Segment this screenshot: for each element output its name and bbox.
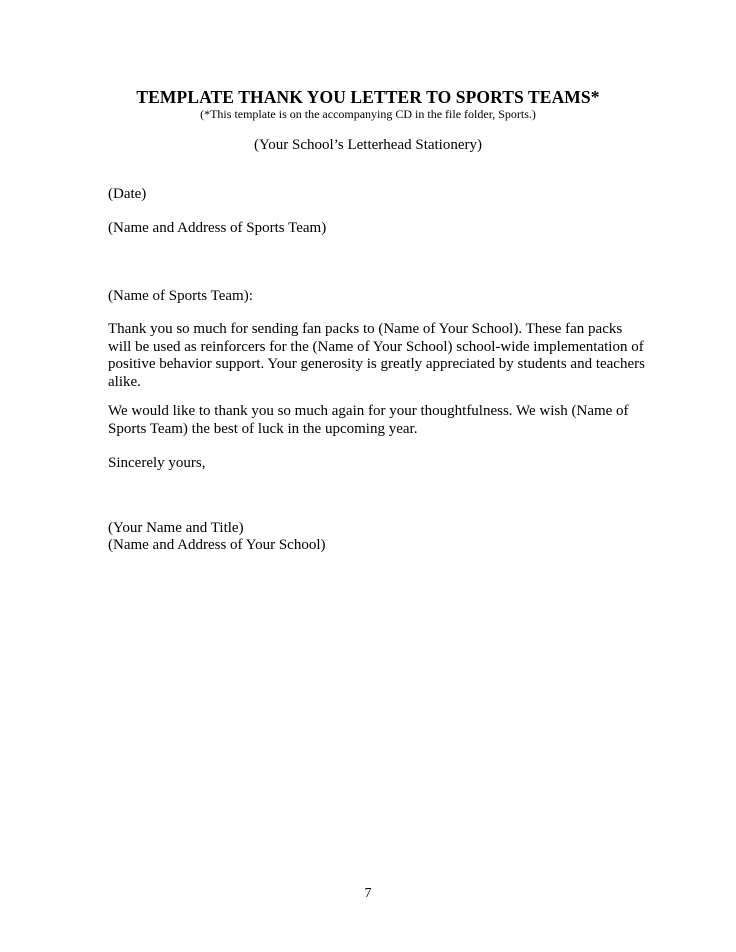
date-placeholder: (Date)	[108, 186, 147, 202]
signer-name-placeholder: (Your Name and Title)	[108, 520, 244, 536]
letterhead-placeholder: (Your School’s Letterhead Stationery)	[253, 137, 483, 153]
paragraph-line: Thank you so much for sending fan packs to (Name of Your School). These fan packs	[108, 321, 623, 337]
salutation: (Name of Sports Team):	[108, 288, 253, 304]
paragraph-line: Sports Team) the best of luck in the upcoming year.	[108, 420, 418, 437]
recipient-address-placeholder: (Name and Address of Sports Team)	[108, 220, 327, 236]
closing: Sincerely yours,	[108, 455, 206, 471]
signer-address-placeholder: (Name and Address of Your School)	[108, 537, 326, 553]
paragraph-line: alike.	[108, 373, 141, 390]
page-number: 7	[364, 886, 372, 901]
paragraph-line: We would like to thank you so much again for your thoughtfulness. We wish (Name of	[108, 403, 629, 419]
body-paragraph-2	[108, 403, 648, 438]
body-paragraph-1	[108, 321, 648, 391]
document-subtitle: (*This template is on the accompanying CD in the file folder, Sports.)	[200, 107, 536, 121]
paragraph-line: will be used as reinforcers for the (Name of Your School) school-wide implementation of	[108, 338, 644, 355]
document-title: TEMPLATE THANK YOU LETTER TO SPORTS TEAMS*	[136, 87, 600, 107]
paragraph-line: positive behavior support. Your generosity is greatly appreciated by students and teachers	[108, 356, 645, 372]
